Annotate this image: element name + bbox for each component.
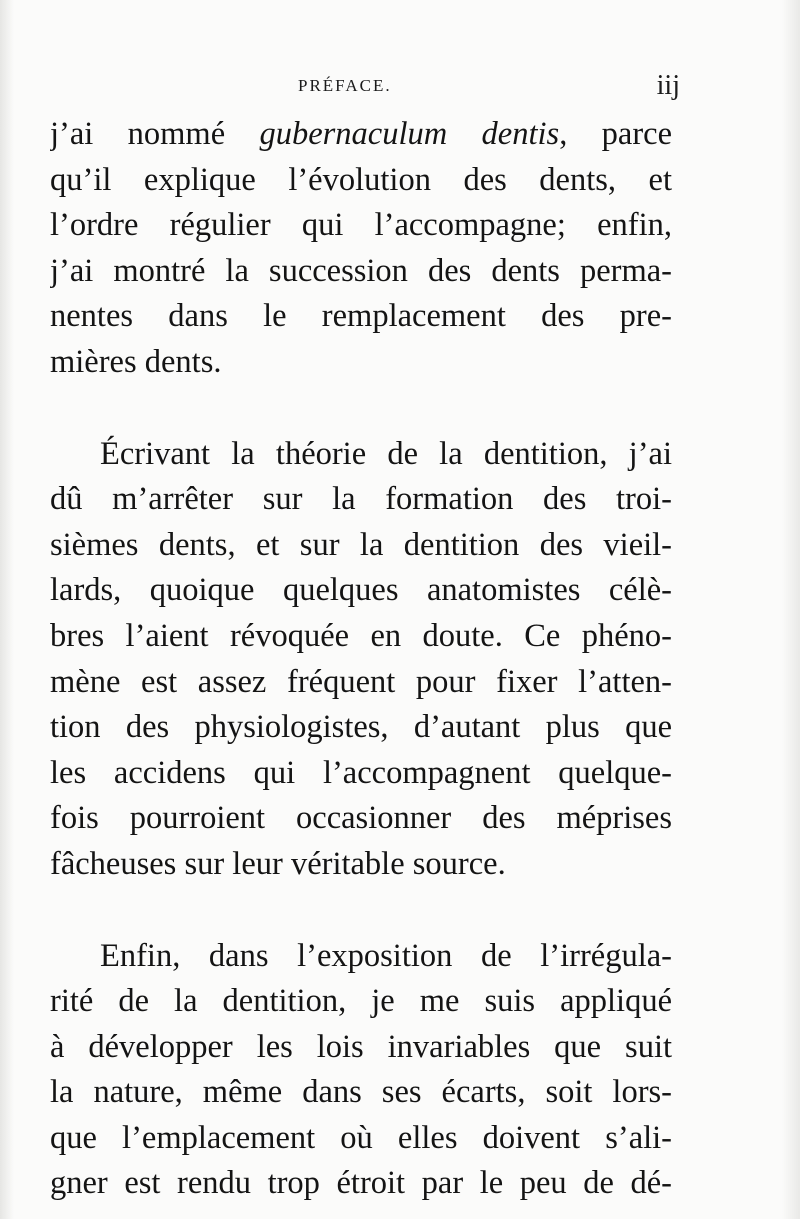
text-line: les accidens qui l’accompagnent quelque-: [50, 754, 672, 791]
text-line: j’ai montré la succession des dents perma-: [50, 252, 672, 289]
page-number: iij: [656, 70, 680, 101]
text-line: [50, 112, 672, 158]
text-line: Enfin, dans l’exposition de l’irrégula-: [100, 937, 672, 974]
text-line: mène est assez fréquent pour fixer l’atten-: [50, 663, 672, 700]
text-segment: , parce: [559, 116, 672, 152]
text-line: sièmes dents, et sur la dentition des vieil-: [50, 526, 672, 563]
text-line: fois pourroient occasionner des méprises: [50, 800, 672, 837]
text-line: mières dents.: [50, 343, 222, 380]
text-line: dû m’arrêter sur la formation des troi-: [50, 481, 672, 518]
text-line: Écrivant la théorie de la dentition, j’ai: [100, 435, 672, 472]
text-segment: j’ai nommé: [50, 116, 260, 152]
paragraph-gap: [50, 386, 672, 432]
text-line: tion des physiologistes, d’autant plus que: [50, 709, 672, 746]
text-line: nentes dans le remplacement des pre-: [50, 298, 672, 335]
paragraph-3: [50, 934, 672, 1208]
paragraph-2: [50, 432, 672, 888]
paragraph-1: [50, 112, 672, 386]
text-line: rité de la dentition, je me suis appliqué: [50, 983, 672, 1020]
paragraph-gap: [50, 888, 672, 934]
text-line: que l’emplacement où elles doivent s’ali-: [50, 1119, 672, 1156]
text-line: la nature, même dans ses écarts, soit lors-: [50, 1074, 672, 1111]
body-text: [50, 112, 672, 1207]
text-line: bres l’aient révoquée en doute. Ce phéno-: [50, 617, 672, 654]
text-line: à développer les lois invariables que suit: [50, 1028, 672, 1065]
page-shadow-left: [0, 0, 14, 1219]
text-line: fâcheuses sur leur véritable source.: [50, 845, 506, 882]
running-title: PRÉFACE.: [298, 76, 392, 95]
italic-term: gubernaculum dentis: [259, 116, 560, 152]
running-head: [60, 70, 680, 104]
text-line: qu’il explique l’évolution des dents, et: [50, 161, 672, 198]
text-line: l’ordre régulier qui l’accompagne; enfin,: [50, 207, 672, 244]
text-line: gner est rendu trop étroit par le peu de dé-: [50, 1165, 672, 1202]
page-shadow-right: [782, 0, 800, 1219]
text-line: lards, quoique quelques anatomistes célè-: [50, 572, 672, 609]
